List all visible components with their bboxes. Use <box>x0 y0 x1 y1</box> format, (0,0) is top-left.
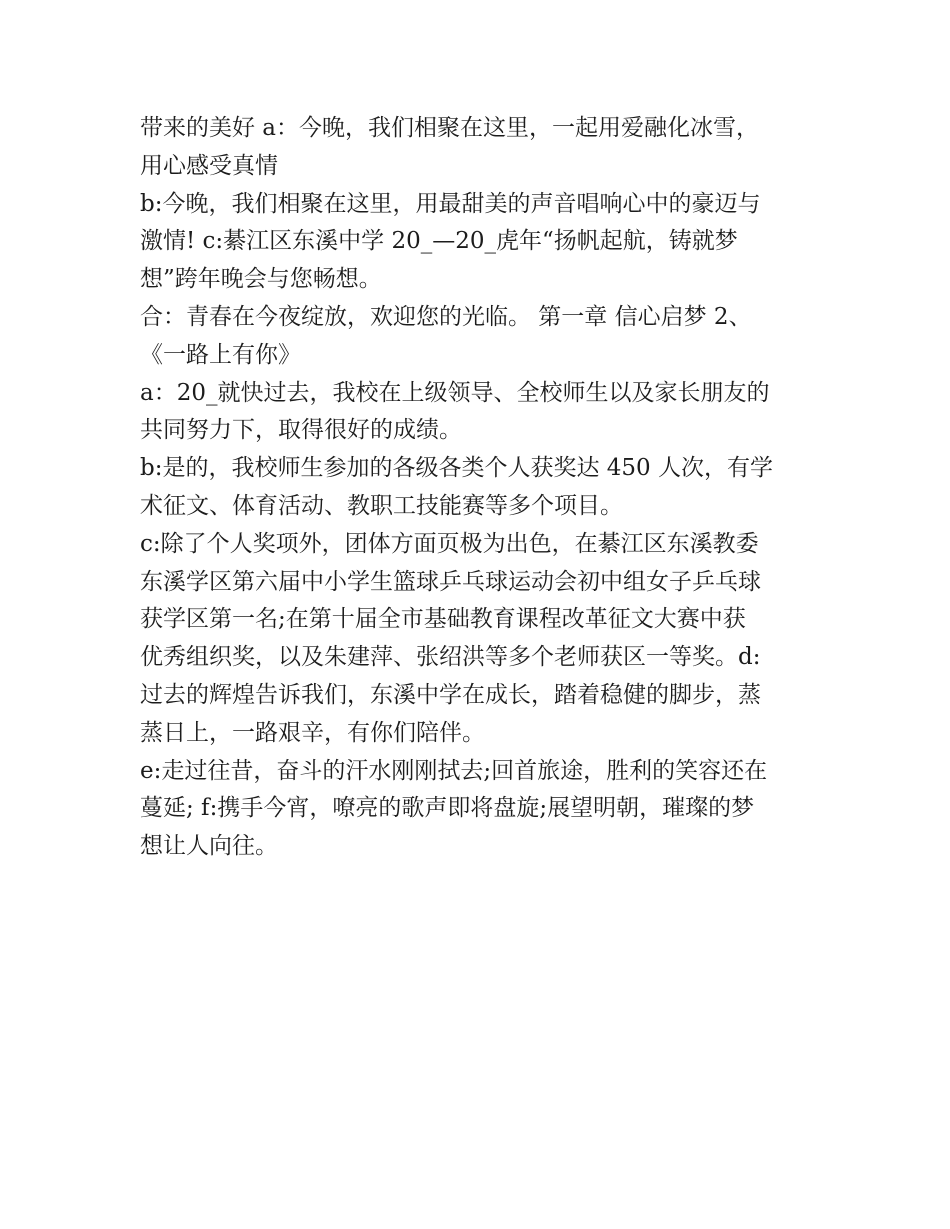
text-line: 《一路上有你》 <box>140 341 301 368</box>
text-line: 术征文、体育活动、教职工技能赛等多个项目。 <box>140 492 623 519</box>
text-line: 用心感受真情 <box>140 152 278 179</box>
text-line: 东溪学区第六届中小学生篮球乒乓球运动会初中组女子乒乓球 <box>140 568 761 595</box>
text-line: a：20_就快过去，我校在上级领导、全校师生以及家长朋友的 <box>140 379 770 406</box>
paragraph-c-team <box>140 526 830 753</box>
paragraph-b-awards <box>140 450 830 526</box>
paragraph-opening <box>140 110 830 186</box>
text-line: 带来的美好 a：今晚，我们相聚在这里，一起用爱融化冰雪， <box>140 115 760 141</box>
document-body <box>140 110 830 866</box>
text-line: 过去的辉煌告诉我们，东溪中学在成长，踏着稳健的脚步，蒸 <box>140 681 761 708</box>
text-line: 想”跨年晚会与您畅想。 <box>140 266 382 293</box>
text-line: 激情! c:綦江区东溪中学 20_—20_虎年“扬帆起航，铸就梦 <box>140 228 738 255</box>
text-line: 合：青春在今夜绽放，欢迎您的光临。 第一章 信心启梦 2、 <box>140 303 752 330</box>
paragraph-b-intro <box>140 186 830 299</box>
text-line: 蔓延; f:携手今宵，嘹亮的歌声即将盘旋;展望明朝，璀璨的梦 <box>140 795 755 822</box>
text-line: 蒸日上，一路艰辛，有你们陪伴。 <box>140 719 485 746</box>
paragraph-a-achievements <box>140 375 830 451</box>
text-line: 共同努力下，取得很好的成绩。 <box>140 417 462 444</box>
text-line: 优秀组织奖，以及朱建萍、张绍洪等多个老师获区一等奖。d: <box>140 644 761 671</box>
text-line: e:走过往昔，奋斗的汗水刚刚拭去;回首旅途，胜利的笑容还在 <box>140 757 768 784</box>
text-line: 获学区第一名;在第十届全市基础教育课程改革征文大赛中获 <box>140 606 746 633</box>
text-line: c:除了个人奖项外，团体方面页极为出色，在綦江区东溪教委 <box>140 530 759 557</box>
text-line: b:今晚，我们相聚在这里，用最甜美的声音唱响心中的豪迈与 <box>140 190 761 217</box>
paragraph-e-closing <box>140 753 830 866</box>
paragraph-together <box>140 299 830 375</box>
text-line: 想让人向往。 <box>140 833 278 860</box>
text-line: b:是的，我校师生参加的各级各类个人获奖达 450 人次，有学 <box>140 455 773 482</box>
